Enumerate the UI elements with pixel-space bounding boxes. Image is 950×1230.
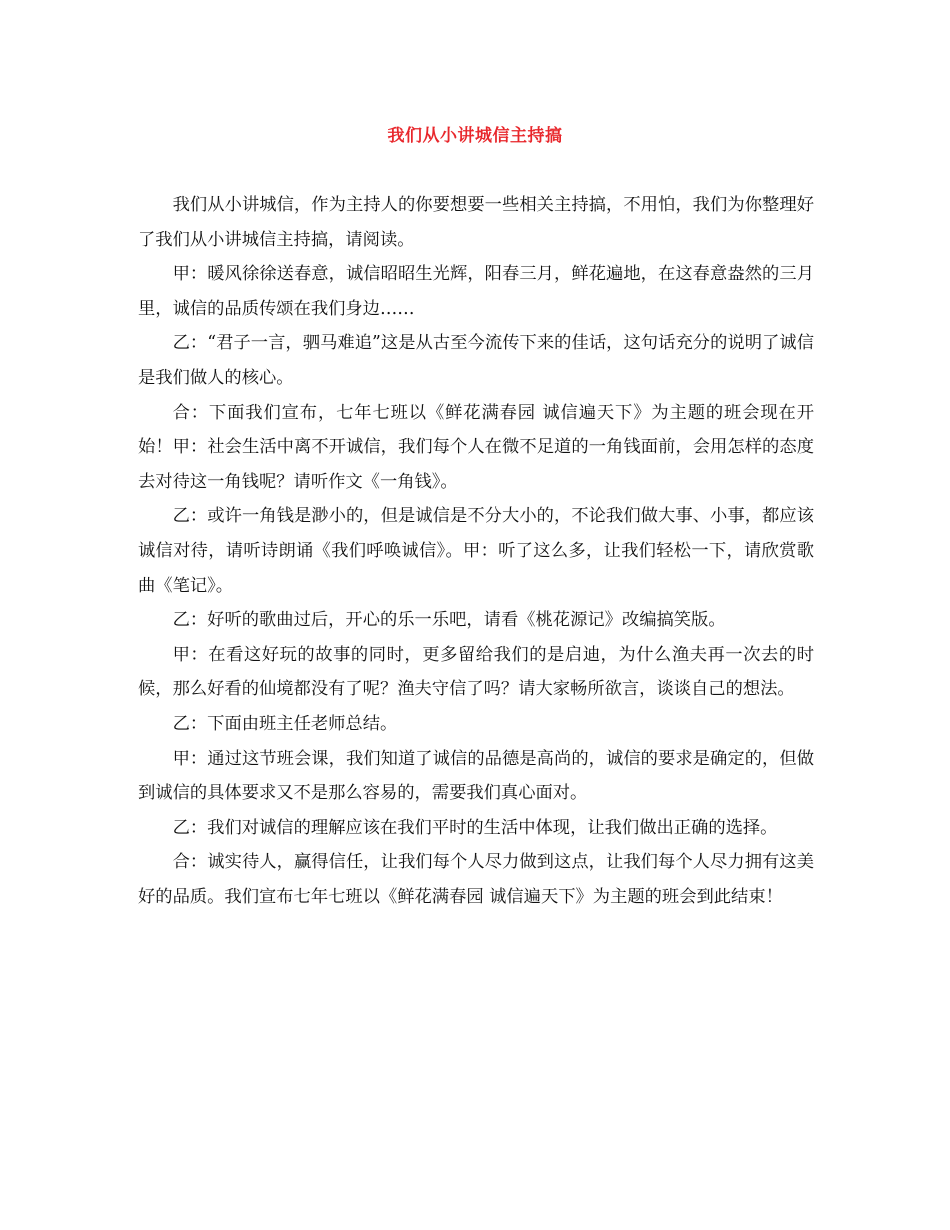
document-title: 我们从小讲城信主持搞 bbox=[387, 126, 563, 146]
dialogue-paragraph: 乙：或许一角钱是渺小的，但是诚信是不分大小的，不论我们做大事、小事，都应该诚信对待，请听诗朗诵《我们呼唤诚信》。甲：听了这么多，让我们轻松一下，请欣赏歌曲《笔记》。 bbox=[138, 506, 814, 596]
dialogue-paragraph: 乙：我们对诚信的理解应该在我们平时的生活中体现，让我们做出正确的选择。 bbox=[172, 817, 778, 838]
document-body bbox=[138, 188, 814, 914]
closing-paragraph: 合：诚实待人，赢得信任，让我们每个人尽力做到这点，让我们每个人尽力拥有这美好的品质。我们宣布七年七班以《鲜花满春园 诚信遍天下》为主题的班会到此结束！ bbox=[138, 852, 814, 907]
dialogue-paragraph: 乙：好听的歌曲过后，开心的乐一乐吧，请看《桃花源记》改编搞笑版。 bbox=[172, 610, 726, 631]
dialogue-paragraph: 合：下面我们宣布，七年七班以《鲜花满春园 诚信遍天下》为主题的班会现在开始！甲：社会生活中离不开诚信，我们每个人在微不足道的一角钱面前，会用怎样的态度去对待这一角钱呢？请听作文《一角钱》。 bbox=[138, 402, 814, 492]
dialogue-paragraph: 甲：在看这好玩的故事的同时，更多留给我们的是启迪，为什么渔夫再一次去的时候，那么好看的仙境都没有了呢？渔夫守信了吗？请大家畅所欲言，谈谈自己的想法。 bbox=[138, 644, 814, 700]
dialogue-paragraph: 甲：通过这节班会课，我们知道了诚信的品德是高尚的，诚信的要求是确定的，但做到诚信的具体要求又不是那么容易的，需要我们真心面对。 bbox=[138, 748, 814, 804]
dialogue-paragraph: 甲：暖风徐徐送春意，诚信昭昭生光辉，阳春三月，鲜花遍地，在这春意盎然的三月里，诚信的品质传颂在我们身边…… bbox=[138, 264, 814, 319]
dialogue-paragraph: 乙：“君子一言，驷马难追”这是从古至今流传下来的佳话，这句话充分的说明了诚信是我们做人的核心。 bbox=[138, 333, 814, 388]
dialogue-paragraph: 乙：下面由班主任老师总结。 bbox=[172, 713, 398, 734]
intro-paragraph: 我们从小讲城信，作为主持人的你要想要一些相关主持搞，不用怕，我们为你整理好了我们从小讲城信主持搞，请阅读。 bbox=[138, 195, 814, 250]
